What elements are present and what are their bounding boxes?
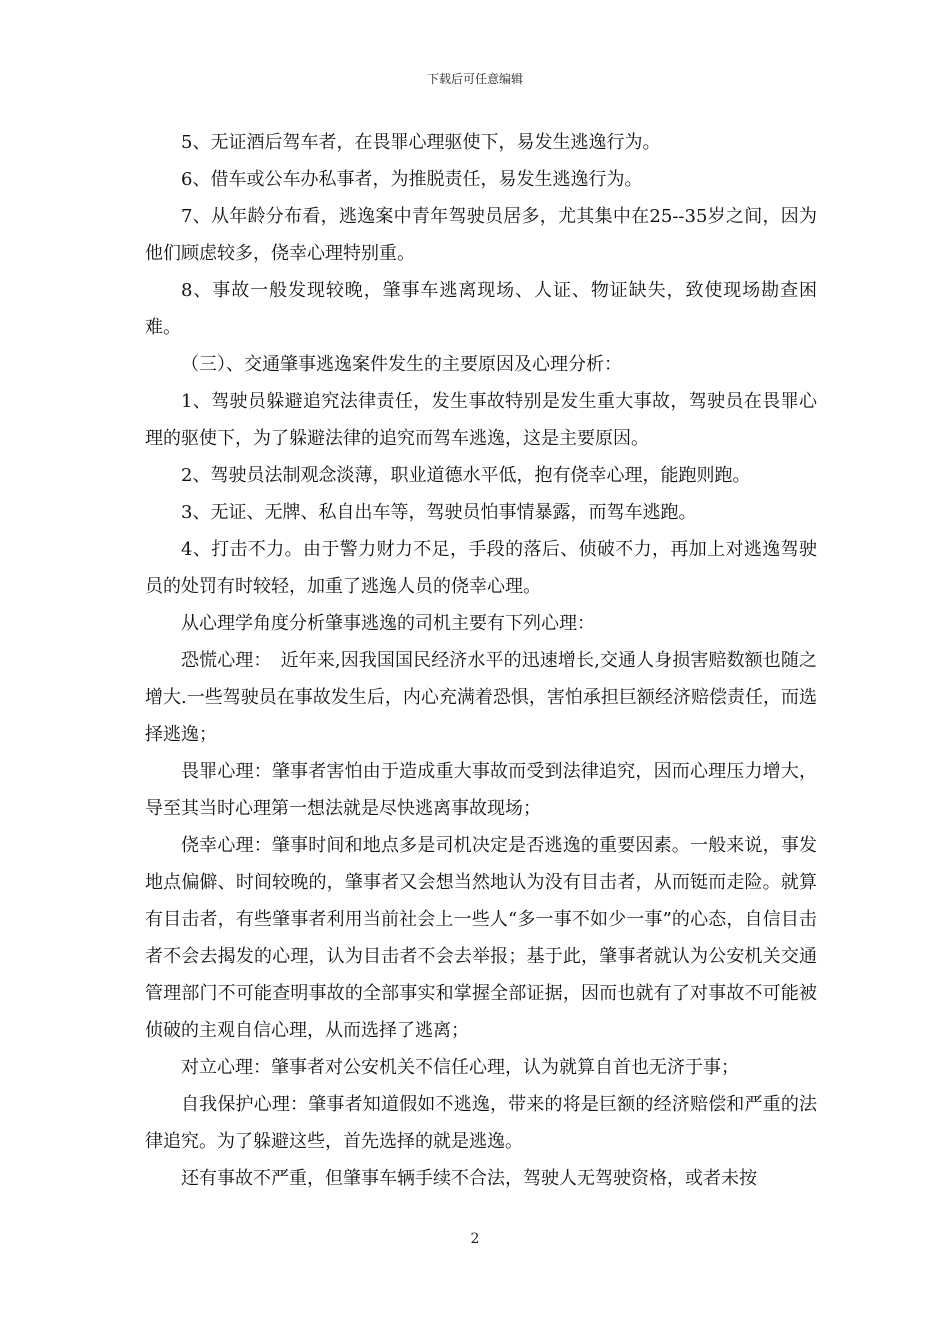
list-item-5: 5、无证酒后驾车者，在畏罪心理驱使下，易发生逃逸行为。: [181, 132, 661, 153]
cause-item-1: 1、驾驶员躲避追究法律责任，发生事故特别是发生重大事故，驾驶员在畏罪心理的驱使下，为了躲避法律的追究而驾车逃逸，这是主要原因。: [145, 391, 817, 449]
opposition-psychology: 对立心理：肇事者对公安机关不信任心理，认为就算自首也无济于事；: [181, 1057, 739, 1078]
self-protection-psychology: 自我保护心理：肇事者知道假如不逃逸，带来的将是巨额的经济赔偿和严重的法律追究。为了躲避这些，首先选择的就是逃逸。: [145, 1094, 817, 1152]
closing-paragraph: 还有事故不严重，但肇事车辆手续不合法，驾驶人无驾驶资格，或者未按: [181, 1168, 757, 1189]
cause-item-2: 2、驾驶员法制观念淡薄，职业道德水平低，抱有侥幸心理，能跑则跑。: [181, 465, 751, 486]
cause-item-4: 4、打击不力。由于警力财力不足，手段的落后、侦破不力，再加上对逃逸驾驶员的处罚有时较轻，加重了逃逸人员的侥幸心理。: [145, 539, 817, 597]
document-body: [145, 124, 817, 1197]
cause-item-3: 3、无证、无牌、私自出车等，驾驶员怕事情暴露，而驾车逃跑。: [181, 502, 697, 523]
list-item-7: 7、从年龄分布看，逃逸案中青年驾驶员居多，尤其集中在25--35岁之间，因为他们顾虑较多，侥幸心理特别重。: [145, 206, 817, 264]
list-item-8: 8、事故一般发现较晚，肇事车逃离现场、人证、物证缺失，致使现场勘查困难。: [145, 280, 817, 338]
luck-psychology: 侥幸心理：肇事时间和地点多是司机决定是否逃逸的重要因素。一般来说，事发地点偏僻、时间较晚的，肇事者又会想当然地认为没有目击者，从而铤而走险。就算有目击者，有些肇事者利用当前社会上一些人“多一事不如少一事”的心态，自信目击者不会去揭发的心理，认为目击者不会去举报；基于此，肇事者就认为公安机关交通管理部门不可能查明事故的全部事实和掌握全部证据，因而也就有了对事故不可能被侦破的主观自信心理，从而选择了逃离；: [145, 835, 817, 1041]
list-item-6: 6、借车或公车办私事者，为推脱责任，易发生逃逸行为。: [181, 169, 643, 190]
page-number: 2: [470, 1231, 480, 1247]
section-heading: （三）、交通肇事逃逸案件发生的主要原因及心理分析：: [181, 354, 622, 375]
guilt-psychology: 畏罪心理：肇事者害怕由于造成重大事故而受到法律追究，因而心理压力增大，导至其当时心理第一想法就是尽快逃离事故现场；: [145, 761, 817, 819]
panic-psychology: 恐慌心理： 近年来,因我国国民经济水平的迅速增长,交通人身损害赔数额也随之增大.一些驾驶员在事故发生后，内心充满着恐惧，害怕承担巨额经济赔偿责任，而选择逃逸；: [145, 650, 817, 745]
page-header: 下载后可任意编辑: [426, 72, 523, 86]
psychology-intro: 从心理学角度分析肇事逃逸的司机主要有下列心理：: [181, 613, 595, 634]
